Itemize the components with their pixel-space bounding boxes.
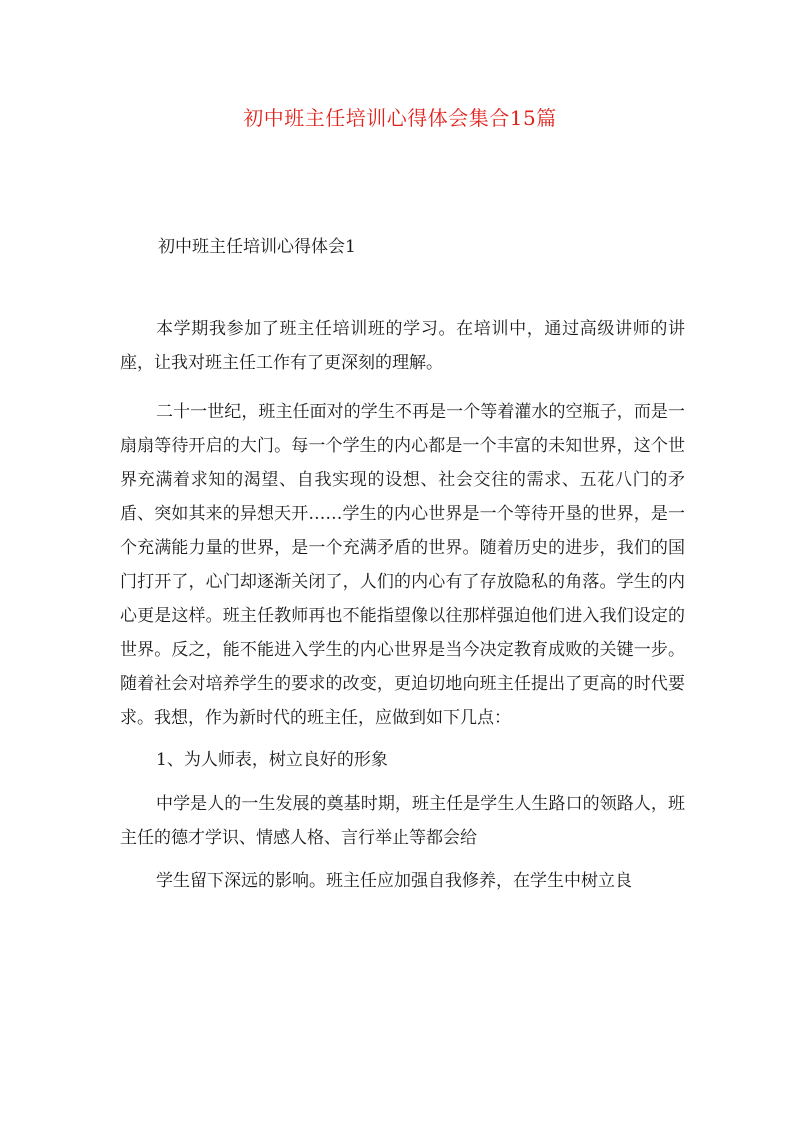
document-title: 初中班主任培训心得体会集合15篇 — [243, 106, 557, 130]
paragraph-point-heading: 1、为人师表，树立良好的形象 — [156, 750, 388, 770]
document-body — [120, 312, 685, 898]
section-heading: 初中班主任培训心得体会1 — [158, 237, 356, 257]
paragraph-century: 二十一世纪，班主任面对的学生不再是一个等着灌水的空瓶子，而是一扇扇等待开启的大门。每一个学生的内心都是一个丰富的未知世界，这个世界充满着求知的渴望、自我实现的设想、社会交往的需求、五花八门的矛盾、突如其来的异想天开……学生的内心世界是一个等待开垦的世界，是一个充满能力量的世界，是一个充满矛盾的世界。随着历史的进步，我们的国门打开了，心门却逐渐关闭了，人们的内心有了存放隐私的角落。学生的内心更是这样。班主任教师再也不能指望像以往那样强迫他们进入我们设定的世界。反之，能不能进入学生的内心世界是当今决定教育成败的关键一步。随着社会对培养学生的要求的改变，更迫切地向班主任提出了更高的时代要求。我想，作为新时代的班主任，应做到如下几点： — [120, 402, 685, 728]
paragraph-influence: 学生留下深远的影响。班主任应加强自我修养，在学生中树立良 — [156, 871, 632, 891]
paragraph-intro: 本学期我参加了班主任培训班的学习。在培训中，通过高级讲师的讲座，让我对班主任工作有了更深刻的理解。 — [120, 319, 685, 373]
paragraph-middle-school: 中学是人的一生发展的奠基时期，班主任是学生人生路口的领路人，班主任的德才学识、情感人格、言行举止等都会给 — [120, 794, 685, 848]
